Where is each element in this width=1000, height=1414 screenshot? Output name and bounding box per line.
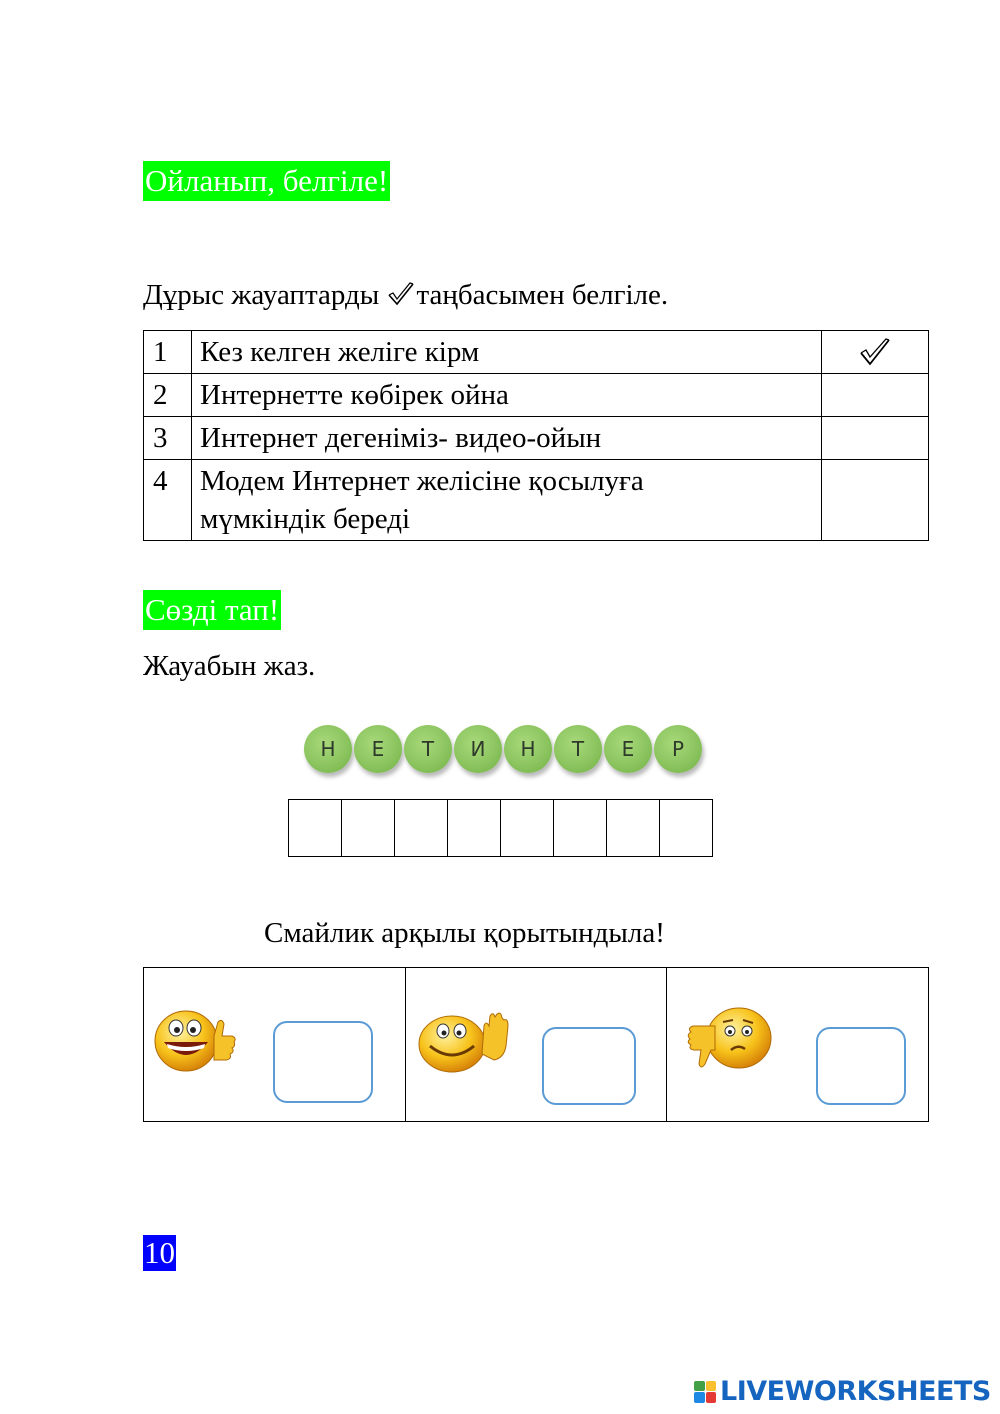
statement-line: Модем Интернет желісіне қосылуға (200, 465, 644, 497)
letter-ball: Е (604, 725, 652, 773)
liveworksheets-logo[interactable] (694, 1376, 991, 1407)
checkmark-symbol-icon (386, 279, 416, 311)
check-cell[interactable] (822, 374, 929, 417)
letter-input-cell[interactable] (659, 799, 713, 857)
row-statement: Интернетте көбірек ойна (192, 374, 822, 417)
table-row (144, 331, 929, 374)
answer-box[interactable] (816, 1027, 906, 1105)
letter-ball: Т (554, 725, 602, 773)
letter-ball: Т (404, 725, 452, 773)
check-cell[interactable] (822, 331, 929, 374)
instruction-mark-correct (143, 277, 668, 313)
thumbs-down-smiley-icon (675, 1004, 775, 1089)
section-heading-think: Ойланып, белгіле! (143, 161, 390, 201)
letter-input-cell[interactable] (553, 799, 607, 857)
smiley-summary-title: Смайлик арқылы қорытындыла! (264, 917, 665, 949)
letter-ball: Н (504, 725, 552, 773)
brand-name: LIVEWORKSHEETS (720, 1376, 991, 1407)
letter-input-cell[interactable] (341, 799, 395, 857)
statement-line: мүмкіндік береді (200, 503, 411, 535)
page-number: 10 (144, 1235, 175, 1270)
letter-ball: Н (304, 725, 352, 773)
letter-balls (302, 725, 712, 781)
letter-input-cell[interactable] (606, 799, 660, 857)
row-statement: Интернет дегеніміз- видео-ойын (192, 417, 822, 460)
smiley-row (144, 968, 929, 1122)
letter-input-cell[interactable] (394, 799, 448, 857)
checkmark-icon (830, 337, 920, 367)
letter-ball: И (454, 725, 502, 773)
table-row (144, 374, 929, 417)
table-row (144, 460, 929, 541)
thumbs-up-smiley-icon (152, 1006, 238, 1081)
instruction-text-start: Дұрыс жауаптарды (143, 279, 387, 311)
letter-ball: Р (654, 725, 702, 773)
row-number: 3 (144, 417, 192, 460)
row-statement (192, 460, 822, 541)
answer-box[interactable] (273, 1021, 373, 1103)
row-number: 4 (144, 460, 192, 541)
row-number: 1 (144, 331, 192, 374)
section-heading-find-word: Сөзді тап! (143, 590, 281, 630)
instruction-write-answer: Жауабын жаз. (143, 650, 316, 682)
smiley-cell-ok (405, 968, 667, 1122)
letter-input-cell[interactable] (447, 799, 501, 857)
answer-box[interactable] (542, 1027, 636, 1105)
row-statement: Кез келген желіге кірм (192, 331, 822, 374)
letter-ball: Е (354, 725, 402, 773)
smiley-cell-bad (667, 968, 929, 1122)
row-number: 2 (144, 374, 192, 417)
instruction-text-end: таңбасымен белгіле. (416, 279, 669, 311)
smiley-table (143, 967, 929, 1122)
check-cell[interactable] (822, 417, 929, 460)
answer-letter-grid (288, 799, 713, 857)
answers-table (143, 330, 929, 541)
check-cell[interactable] (822, 460, 929, 541)
liveworksheets-logo-icon (694, 1381, 716, 1403)
table-row (144, 417, 929, 460)
smiley-cell-great (144, 968, 406, 1122)
letter-input-cell[interactable] (500, 799, 554, 857)
waving-smiley-icon (416, 1006, 512, 1081)
letter-input-cell[interactable] (288, 799, 342, 857)
